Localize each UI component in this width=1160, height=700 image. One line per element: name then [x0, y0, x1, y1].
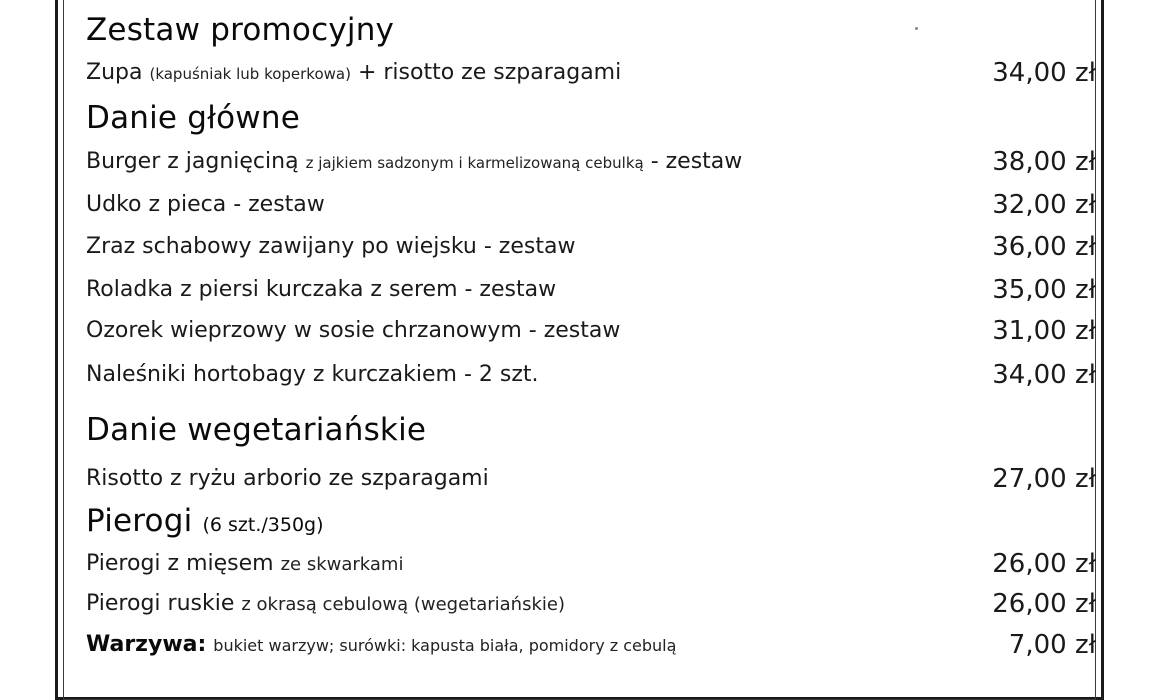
price-zraz: 36,00 zł	[992, 232, 1096, 262]
item-name: Pierogi z mięsem	[86, 551, 274, 576]
item-detail: (kapuśniak lub koperkowa)	[149, 65, 351, 83]
price-pierogi-ruskie: 26,00 zł	[992, 589, 1096, 619]
item-name: Pierogi ruskie	[86, 591, 235, 616]
item-name: Zupa	[86, 60, 143, 85]
menu-item-burger	[86, 151, 742, 173]
price-ozorek: 31,00 zł	[992, 316, 1096, 346]
item-name: Burger z jagnięciną	[86, 149, 299, 174]
price-nalesniki: 34,00 zł	[992, 360, 1096, 390]
item-label: Warzywa:	[86, 632, 207, 657]
menu-item-nalesniki: Naleśniki hortobagy z kurczakiem - 2 szt.	[86, 362, 539, 387]
menu-item-roladka: Roladka z piersi kurczaka z serem - zestaw	[86, 277, 557, 302]
section-title-veg: Danie wegetariańskie	[86, 412, 427, 448]
item-name-rest: - zestaw	[650, 149, 743, 174]
menu-item-risotto: Risotto z ryżu arborio ze szparagami	[86, 466, 489, 491]
speck	[915, 27, 918, 30]
item-detail: ze skwarkami	[280, 554, 404, 575]
menu-item-promo	[86, 62, 621, 84]
menu-item-pierogi-miesem	[86, 553, 403, 575]
price-pierogi-miesem: 26,00 zł	[992, 549, 1096, 579]
price-burger: 38,00 zł	[992, 147, 1096, 177]
menu-item-udko: Udko z pieca - zestaw	[86, 192, 325, 217]
item-name-rest: + risotto ze szparagami	[357, 60, 622, 85]
item-detail: z jajkiem sadzonym i karmelizowaną cebulką	[305, 154, 644, 172]
item-detail: bukiet warzyw; surówki: kapusta biała, pomidory z cebulą	[213, 636, 677, 655]
menu-item-zraz: Zraz schabowy zawijany po wiejsku - zestaw	[86, 234, 576, 259]
section-title-promo: Zestaw promocyjny	[86, 12, 395, 48]
price-udko: 32,00 zł	[992, 190, 1096, 220]
menu-item-ozorek: Ozorek wieprzowy w sosie chrzanowym - zestaw	[86, 318, 621, 343]
price-warzywa: 7,00 zł	[1008, 630, 1096, 660]
price-risotto: 27,00 zł	[992, 464, 1096, 494]
section-title-pierogi	[86, 503, 324, 539]
section-title-main: Danie główne	[86, 100, 300, 136]
item-detail: z okrasą cebulową (wegetariańskie)	[241, 594, 565, 615]
price-roladka: 35,00 zł	[992, 275, 1096, 305]
price-promo: 34,00 zł	[992, 58, 1096, 88]
section-subtitle: (6 szt./350g)	[202, 514, 324, 536]
menu-item-pierogi-ruskie	[86, 593, 565, 615]
section-title-text: Pierogi	[86, 503, 193, 539]
menu-item-warzywa	[86, 634, 676, 656]
